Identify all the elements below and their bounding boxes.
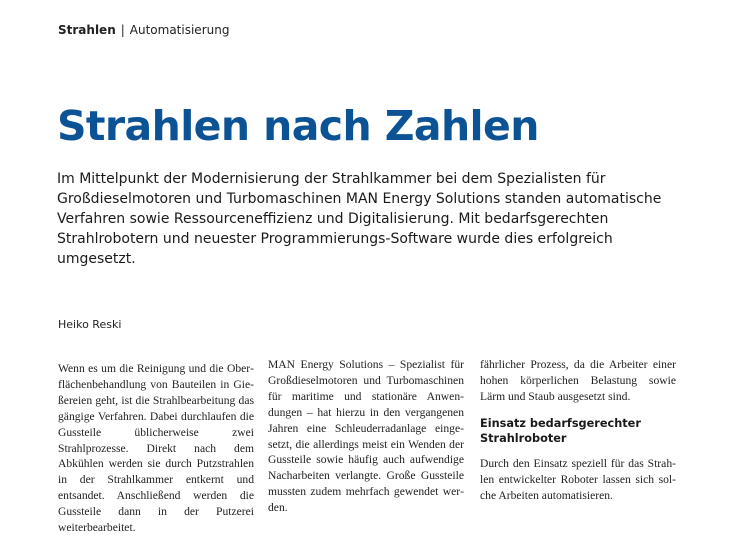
section-label: Strahlen [58, 23, 116, 37]
column-3-body: Durch den Einsatz speziell für das Strahlen entwickelter Roboter lassen sich solche Arbeiten automatisieren. [480, 456, 676, 502]
body-column-1 [58, 361, 254, 536]
header-separator: | [120, 23, 125, 37]
article-lead: Im Mittelpunkt der Modernisierung der Strahlkammer bei dem Spezialisten für Großdieselmotoren und Turbomaschinen MAN Energy Solutions standen automatische Verfahren sowie Ressourceneffizienz und Digitalisierung. Mit bedarfsgerechten Strahlrobotern und neuester Programmierungs-Software wurde dies erfolgreich umgesetzt. [57, 171, 662, 267]
author-byline: Heiko Reski [58, 318, 122, 331]
body-column-2 [268, 357, 464, 516]
body-column-3 [480, 357, 676, 503]
column-2-text: MAN Energy Solutions – Spezialist für Großdieselmotoren und Turbomaschinen für maritime und stationäre Anwendungen – hat hierzu in den vergangenen Jahren eine Schleuderradanlage eingesetzt, die allerdings meist ein Wenden der Gussteile sowie häufig auch aufwendige Nacharbeiten verlangte. Große Gussteile mussten zudem mehrfach gewendet werden. [268, 358, 464, 515]
running-header [58, 22, 229, 38]
article-title: Strahlen nach Zahlen [57, 102, 539, 150]
column-1-text: Wenn es um die Reinigung und die Oberflächenbehandlung von Bauteilen in Gießereien geht, ist die Strahlbearbeitung das gängige Verfahren. Dabei durchlaufen die Gussteile üblicherweise zwei Strahlprozesse. Direkt nach dem Abkühlen werden sie durch Putzstrahlen in der Strahlkammer entkernt und entsandet. Anschließend werden die Gussteile dann in der Putzerei weiterbearbeitet. [58, 362, 254, 535]
spacer [480, 405, 676, 416]
column-3-subheading: Einsatz bedarfsgerechter Strahlroboter [480, 416, 641, 445]
column-3-intro: fährlicher Prozess, da die Arbeiter einer hohen körperlichen Belastung sowie Lärm und Staub ausgesetzt sind. [480, 358, 676, 403]
category-label: Automatisierung [129, 23, 230, 37]
spacer [480, 446, 676, 456]
